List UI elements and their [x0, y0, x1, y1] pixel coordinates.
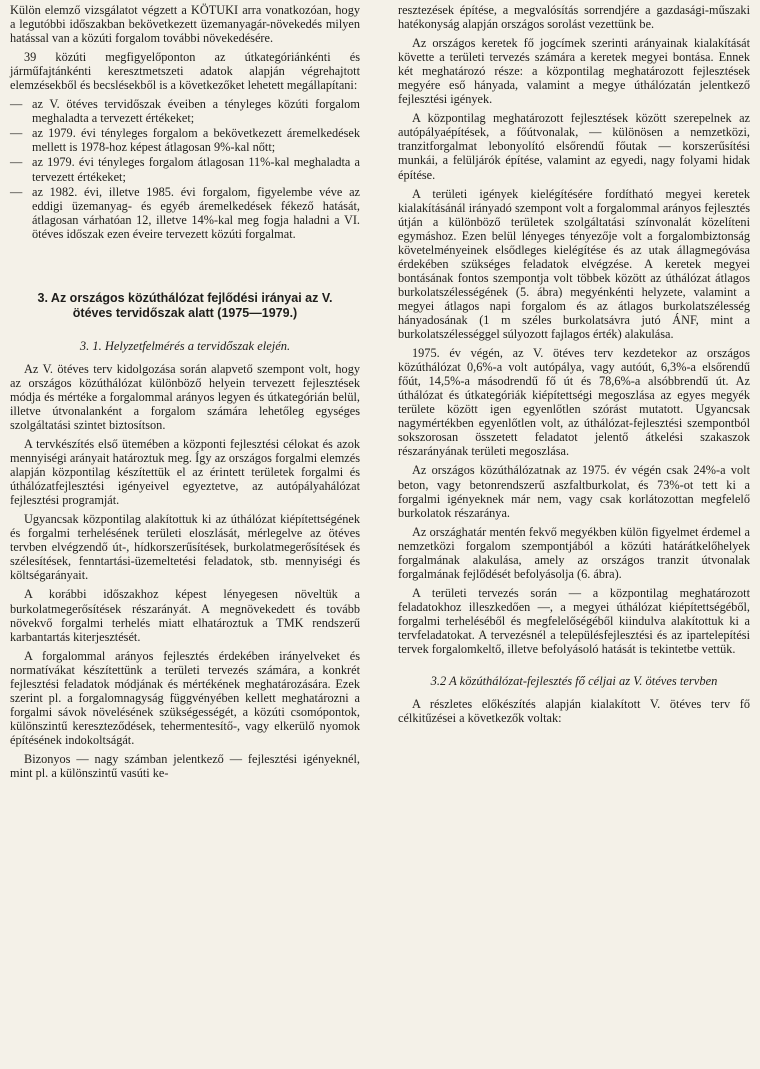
paragraph: A korábbi időszakhoz képest lényegesen növeltük a burkolatmegerősítések részarányát. A megnövekedett és tovább növekvő forgalmi terhelés miatt elhatároztuk a TMK rendszerű karbantartás kiterjesztését. — [10, 587, 360, 644]
list-item: — az 1982. évi, illetve 1985. évi forgalom, figyelembe véve az eddigi üzemanyag- és egyéb áremelkedések fékező hatását, átlagosan várhatóan 12, illetve 14%-kal meg fogja haladni a VI. ötéves időszak ezen éveire tervezett közúti forgalmat. — [10, 185, 360, 241]
paragraph: Az V. ötéves terv kidolgozása során alapvető szempont volt, hogy az országos közúthálózat különböző helyein tervezett fejlesztések módja és mértéke a forgalommal arányos legyen és útkategórián belül, illetve útvonalanként a forgalom számára lehetőleg egységes szolgáltatási szintet biztosítson. — [10, 361, 360, 432]
paragraph: A részletes előkészítés alapján kialakított V. ötéves terv fő célkitűzései a következők voltak: — [398, 697, 750, 726]
paragraph: Bizonyos — nagy számban jelentkező — fejlesztési igényeknél, mint pl. a különszintű vasúti ke- — [10, 751, 360, 781]
subsection-3-2-heading: 3.2 A közúthálózat-fejlesztés fő céljai az V. ötéves tervben — [430, 674, 718, 689]
paragraph: 1975. év végén, az V. ötéves terv kezdetekor az országos közúthálózat 0,6%-a volt autópálya, vagy autóút, 6,3%-a elsőrendű főút, 14,5%-a másodrendű fő út és 78,6%-a alsóbbrendű út. Az úthálózat és útkategóriák kiépítettségi megoszlása az egyes megyék területe között igen egyenlőtlen szórást mutatott. Ugyancsak nagymértékben egyenlőtlen volt, az úthálózat-fejlesztési szempontból sokszorosan összetett feladatot jelentő átkelési szakaszok részarányának területi megoszlása. — [398, 346, 750, 459]
paragraph-continued: resztezések építése, a megvalósítás sorrendjére a gazdasági-műszaki hatékonyság alapján országos sorolást vezettünk be. — [398, 3, 750, 32]
left-column — [10, 3, 360, 785]
paragraph: A területi tervezés során — a központilag meghatározott feladatokhoz illeszkedően —, a megyei úthálózat kiépítettségéből, forgalmi terheléséből és megfelelőségéből kiindulva alakítottuk ki a tervfeladatokat. A tervezésnél a településfejlesztési és az ipartelepítési tervek forgalomkeltő, illetve befolyásoló hatását is tekintetbe vettük. — [398, 585, 750, 657]
paragraph-intro-2: 39 közúti megfigyelőponton az útkategóriánkénti és járműfajtánkénti keresztmetszeti adatok alapján végrehajtott elemzésekből és becslésekből is a következőket lehetett megállapítani: — [10, 50, 360, 93]
paragraph: A tervkészítés első ütemében a központi fejlesztési célokat és azok mennyiségi arányait határoztuk meg. Így az országos forgalmi elemzés alapján központilag készítettük el az érintett területek forgalmi és úthálózatfejlesztési igényeivel egyeztetve, az autópályahálózat fejlesztési programját. — [10, 436, 360, 508]
list-item: — az 1979. évi tényleges forgalom átlagosan 11%-kal meghaladta a tervezett értékeket; — [10, 155, 360, 183]
section-3-heading: 3. Az országos közúthálózat fejlődési irányai az V. ötéves tervidőszak alatt (1975—1979.) — [37, 290, 333, 320]
findings-list — [10, 97, 360, 240]
paragraph: Az országos keretek fő jogcímek szerinti arányainak kialakítását követte a területi tervezés számára a keretek megyei bontása. Ennek két meghatározó része: a központilag meghatározott fejlesztések megyére eső hányada, valamint a megye úthálózatán jelentkező fejlesztési igények. — [398, 36, 750, 107]
paragraph: A forgalommal arányos fejlesztés érdekében irányelveket és normatívákat készítettünk a területi tervezés számára, a konkrét fejlesztési feladatok módjának és mértékének meghatározására. Ezek szerint pl. a forgalomnagyság függvényében kellett meghatározni a forgalmi sávok növelésének szükségességét, a közúti csomópontok, különszintű kereszteződések, tehermentesítő-, vagy elkerülő nyomok építésének indokoltságát. — [10, 648, 360, 747]
paragraph: A területi igények kielégítésére fordítható megyei keretek kialakításánál irányadó szempont volt a forgalommal arányos fejlesztés útján a különböző területek szolgáltatási színvonalát közelíteni egymáshoz. Ezen belül lényeges tényezője volt a forgalombiztonság követelményeinek elsődleges kielégítése és az utak állagmegóvása érdekében szükséges feladatok elvégzése. A keretek megyei bontásának fontos szempontja volt többek között az úthálózat átlagos burkolatszélességének (5. ábra) megyénkénti helyzete, valamint a megyei átlagos napi forgalom és az átlagos burkolatszélesség hányadosának (1 m széles burkolatsávra jutó ÁNF, mint a burkolatszélességgel súlyozott fajlagos érték) alakulása. — [398, 186, 750, 342]
paragraph-intro-1: Külön elemző vizsgálatot végzett a KÖTUKI arra vonatkozóan, hogy a legutóbbi időszakban bekövetkezett üzemanyagár-növekedés milyen hatással van a közúti forgalom további növekedésére. — [10, 3, 360, 46]
subsection-3-1-heading: 3. 1. Helyzetfelmérés a tervidőszak elején. — [79, 338, 291, 353]
list-item: — az 1979. évi tényleges forgalom a bekövetkezett áremelkedések mellett is 1978-hoz képest átlagosan 9%-kal nőtt; — [10, 126, 360, 154]
right-column — [398, 3, 750, 730]
paragraph: Az országhatár mentén fekvő megyékben külön figyelmet érdemel a nemzetközi forgalom szempontjából a közúti határátkelőhelyek forgalmának alakulása, amely az országos tranzit útvonalak forgalmának fejlődését befolyásolja (6. ábra). — [398, 524, 750, 581]
paragraph: A központilag meghatározott fejlesztések között szerepelnek az autópályaépítések, a főútvonalak, — különösen a nemzetközi, tranzitforgalmat lebonyolító elsőrendű főutak — korszerűsítési munkái, a felüljárók építése, valamint az egyedi, nagy folyami hidak építése. — [398, 111, 750, 182]
paragraph: Az országos közúthálózatnak az 1975. év végén csak 24%-a volt beton, vagy betonrendszerű aszfaltburkolat, és 73%-ot tett ki a forgalmi igényeknek már nem, vagy csak korlátozottan megfelelő burkolatok részaránya. — [398, 463, 750, 520]
paragraph: Ugyancsak központilag alakítottuk ki az úthálózat kiépítettségének és forgalmi terhelésének területi eloszlását, mérlegelve az ötéves tervben elvégzendő út-, hídkorszerűsítések, burkolatmegerősítések és szélesítések, fenntartási-üzemeltetési feladatok, stb. mennyiségi és költségarányait. — [10, 512, 360, 583]
list-item: — az V. ötéves tervidőszak éveiben a tényleges közúti forgalom meghaladta a tervezett értékeket; — [10, 97, 360, 125]
